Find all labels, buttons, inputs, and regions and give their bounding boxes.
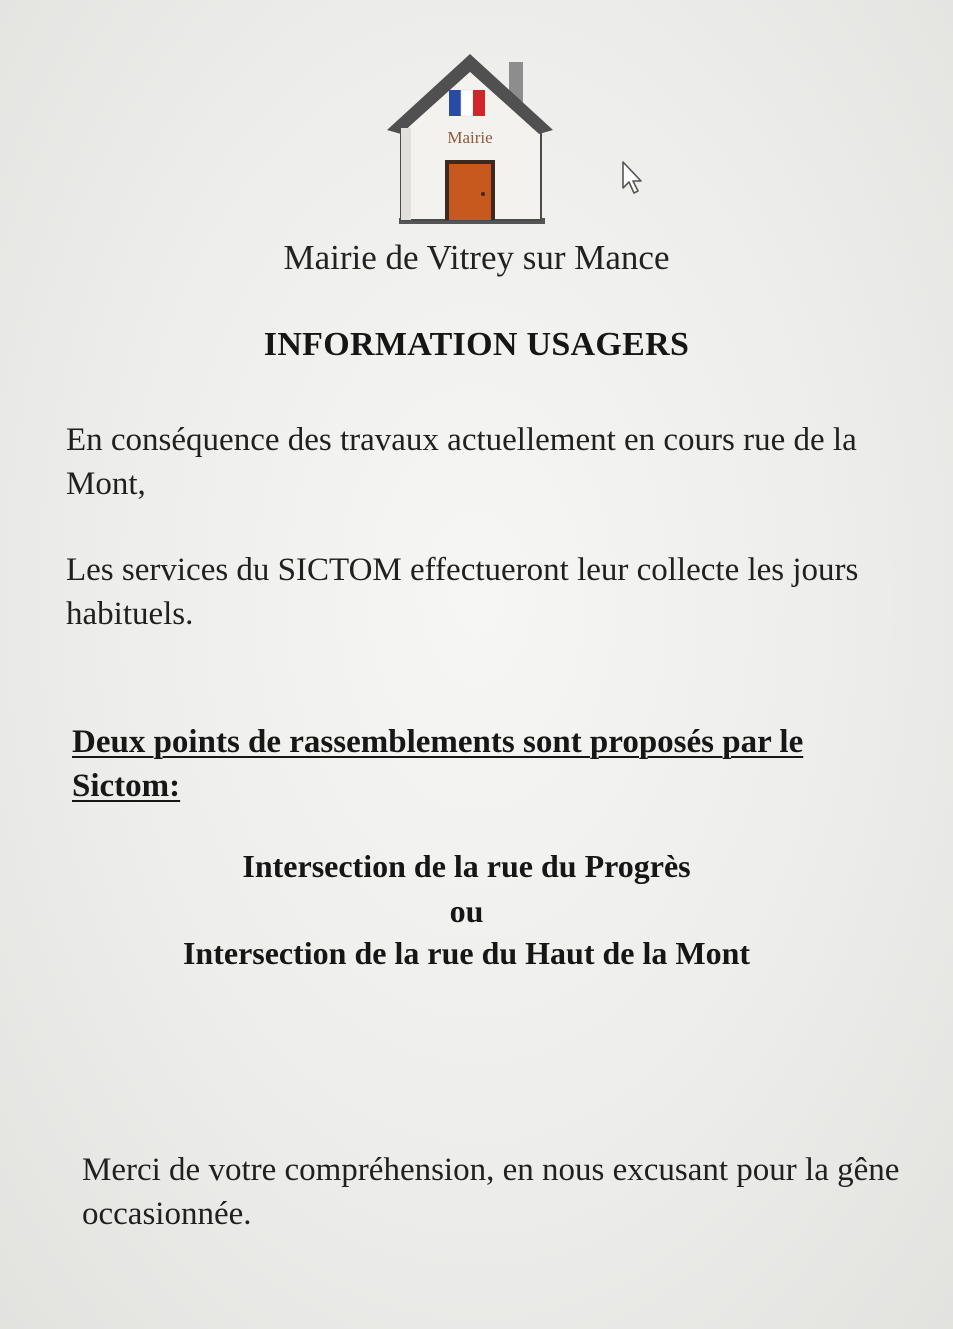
logo-sign-text: Mairie	[447, 128, 493, 147]
gathering-point-1: Intersection de la rue du Progrès	[242, 848, 691, 884]
gathering-point-2: Intersection de la rue du Haut de la Mont	[182, 935, 751, 971]
town-hall-house-icon	[385, 48, 555, 230]
closing-paragraph: Merci de votre compréhension, en nous excusant pour la gêne occasionnée.	[82, 1152, 900, 1232]
gathering-points-heading: Deux points de rassemblements sont proposés par le Sictom:	[72, 724, 804, 804]
works-paragraph: En conséquence des travaux actuellement en cours rue de la Mont,	[66, 422, 857, 502]
notice-title: INFORMATION USAGERS	[263, 326, 690, 363]
town-name: Mairie de Vitrey sur Mance	[283, 238, 670, 277]
gathering-point-separator: ou	[449, 893, 484, 929]
mouse-pointer-icon	[620, 160, 646, 196]
collection-paragraph: Les services du SICTOM effectueront leur collecte les jours habituels.	[66, 552, 859, 632]
